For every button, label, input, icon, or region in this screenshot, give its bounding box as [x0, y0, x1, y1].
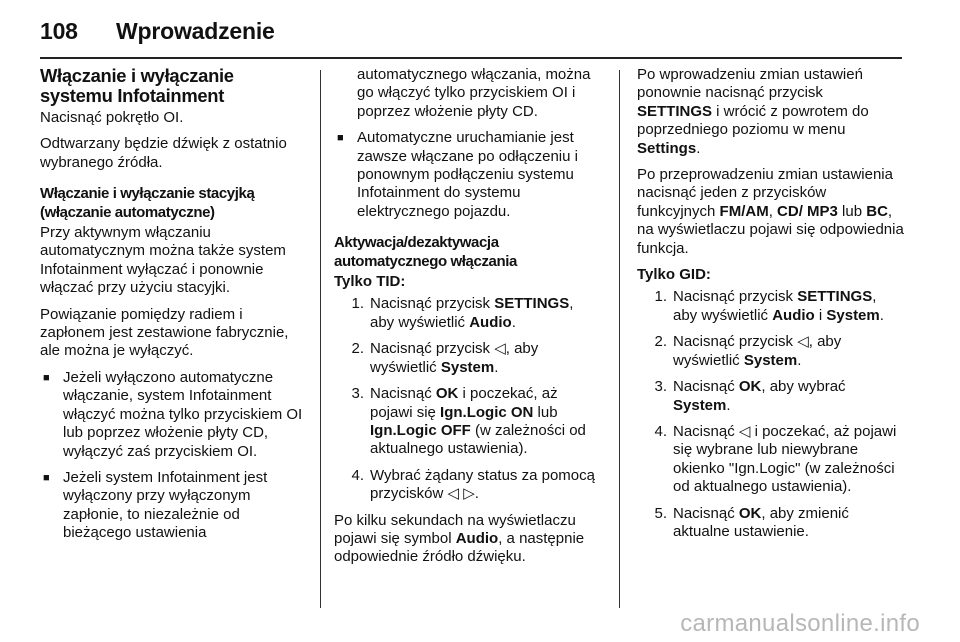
step-item: 4. Nacisnąć ◁ i poczekać, aż pojawi się wybrane lub niewybrane okienko "Ign.Logic" (w zależności od aktualnego ustawienia).: [654, 422, 897, 496]
bullet-icon: ■: [337, 132, 344, 145]
paragraph: Po przeprowadzeniu zmian ustawienia nacisnąć jeden z przycisków funkcyjnych FM/AM, CD/ MP3 lub BC, na wyświetlaczu pojawi się odpowiednia funkcja.: [637, 166, 904, 257]
bullet-icon: ■: [43, 371, 50, 384]
subsection-heading: Aktywacja/dezaktywacja automatycznego włączania: [334, 234, 517, 270]
column-divider-1: [320, 70, 321, 608]
paragraph: Przy aktywnym włączaniu automatycznym można także system Infotainment wyłączać i ponownie włączać przy użyciu stacyjki.: [40, 224, 286, 297]
bullet-icon: ■: [43, 471, 50, 484]
step-item: 1. Nacisnąć przycisk SETTINGS, aby wyświetlić Audio.: [351, 295, 574, 331]
step-item: 5. Nacisnąć OK, aby zmienić aktualne ustawienie.: [654, 504, 849, 540]
paragraph: automatycznego włączania, można go włączyć tylko przyciskiem OI i poprzez włożenie płyty CD.: [357, 66, 591, 120]
paragraph: Po kilku sekundach na wyświetlaczu pojawi się symbol Audio, a następnie odpowiednie źródło dźwięku.: [334, 511, 585, 566]
label: Tylko TID:: [334, 273, 406, 291]
step-item: 1. Nacisnąć przycisk SETTINGS, aby wyświetlić Audio i System.: [654, 288, 884, 324]
step-item: 2. Nacisnąć przycisk ◁, aby wyświetlić System.: [351, 340, 539, 376]
page-number: 108: [40, 18, 78, 44]
page-header: [40, 18, 275, 45]
list-item: ■ Automatyczne uruchamianie jest zawsze włączane po odłączeniu i ponownym podłączeniu systemu Infotainment do systemu elektrycznego pojazdu.: [334, 129, 604, 221]
watermark: carmanualsonline.info: [680, 610, 920, 637]
step-item: 2. Nacisnąć przycisk ◁, aby wyświetlić System.: [654, 333, 842, 369]
header-rule: [40, 57, 902, 59]
step-item: 3. Nacisnąć OK, aby wybrać System.: [654, 378, 846, 414]
column-divider-2: [619, 70, 620, 608]
subsection-heading: Włączanie i wyłączanie stacyjką (włączanie automatyczne): [40, 185, 255, 221]
column-3: [637, 66, 905, 549]
paragraph: Powiązanie pomiędzy radiem i zapłonem jest zestawione fabrycznie, ale można je wyłączyć.: [40, 305, 289, 360]
column-2: [334, 66, 604, 575]
step-item: 4. Wybrać żądany status za pomocą przycisków ◁ ▷.: [351, 466, 595, 503]
section-heading: Włączanie i wyłączanie systemu Infotainment: [40, 65, 234, 106]
list-item: ■ Jeżeli wyłączono automatyczne włączanie, system Infotainment włączyć można tylko przyciskiem OI lub poprzez włożenie płyty CD, wyłączyć zaś przyciskiem OI.: [40, 369, 308, 461]
paragraph: Odtwarzany będzie dźwięk z ostatnio wybranego źródła.: [40, 135, 287, 171]
paragraph: Po wprowadzeniu zmian ustawień ponownie nacisnąć przycisk SETTINGS i wrócić z powrotem do poprzedniego poziomu w menu Settings.: [637, 66, 869, 157]
list-item: ■ Jeżeli system Infotainment jest wyłączony przy wyłączonym zapłonie, to niezależnie od bieżącego ustawienia: [40, 469, 308, 543]
column-1: [40, 66, 308, 551]
paragraph: Nacisnąć pokrętło OI.: [40, 109, 184, 126]
label: Tylko GID:: [637, 266, 711, 284]
step-item: 3. Nacisnąć OK i poczekać, aż pojawi się Ign.Logic ON lub Ign.Logic OFF (w zależności od aktualnego ustawienia).: [351, 385, 586, 458]
page-title: Wprowadzenie: [116, 18, 275, 44]
